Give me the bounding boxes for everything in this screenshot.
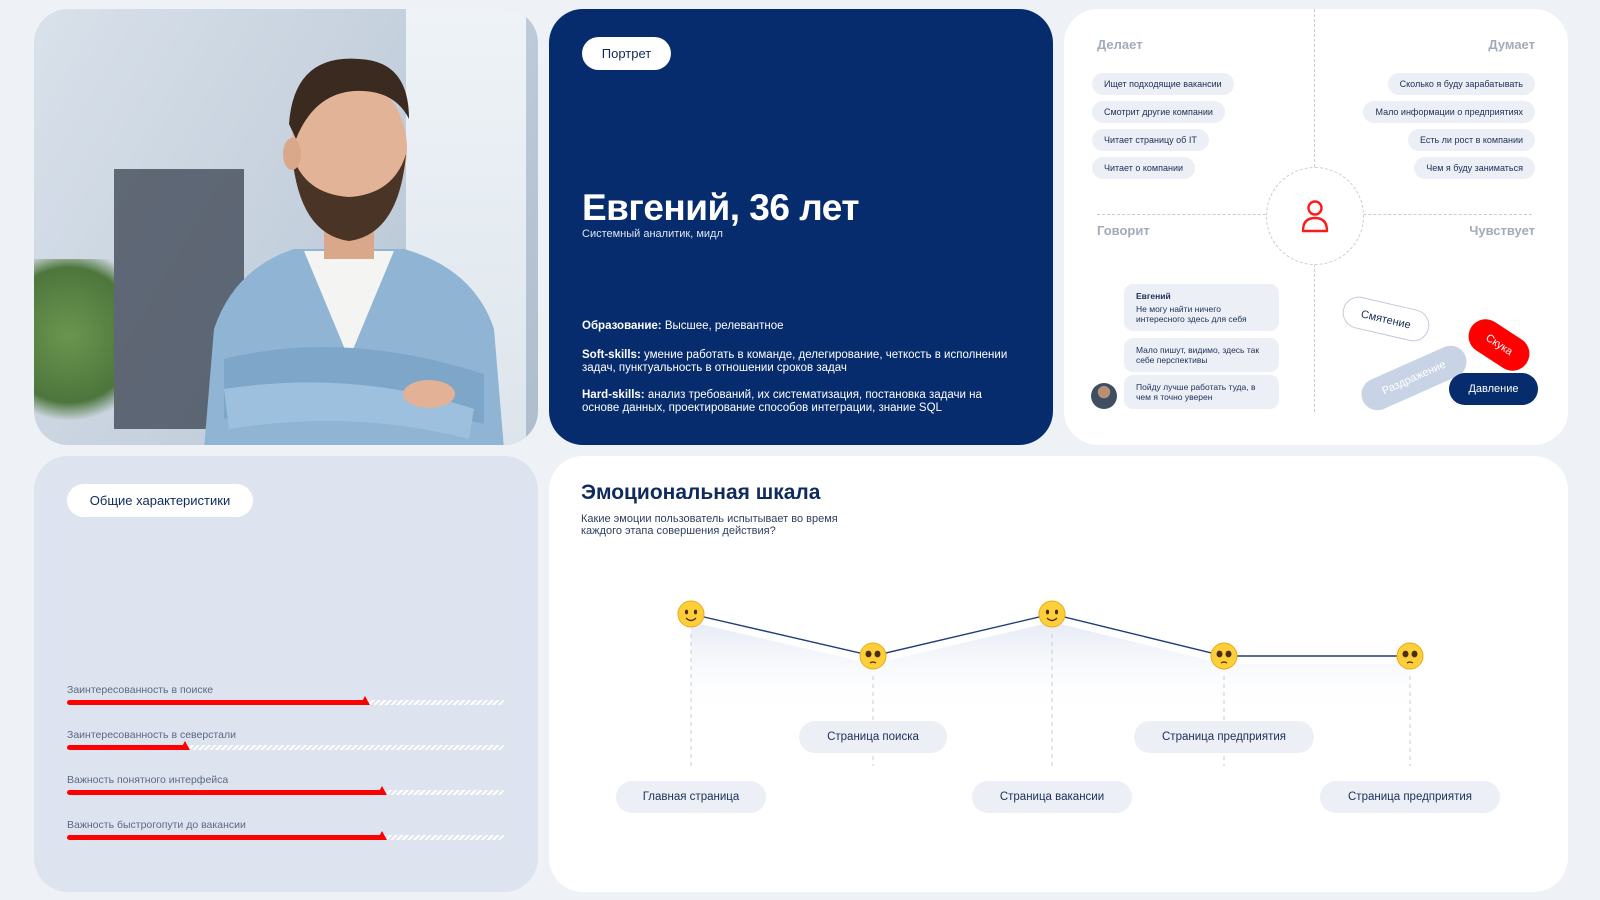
education-info <box>582 320 1012 333</box>
says-text: Мало пишут, видимо, здесь так себе перспективы <box>1136 345 1260 365</box>
thinks-item: Чем я буду заниматься <box>1414 157 1535 179</box>
emoji-eye <box>875 651 881 658</box>
bar-thumb[interactable] <box>180 741 190 750</box>
stage-label: Главная страница <box>616 781 766 813</box>
bar-label: Важность понятного интерфейса <box>67 774 229 786</box>
does-item: Читает о компании <box>1092 157 1195 179</box>
sad-emoji-icon <box>1211 643 1237 669</box>
happy-emoji-icon <box>1039 601 1065 627</box>
soft-skills-label: Soft-skills: <box>582 349 641 361</box>
emoji-eye <box>866 651 872 658</box>
stage-label: Страница предприятия <box>1320 781 1500 813</box>
persona-name: Евгений, 36 лет <box>582 187 859 228</box>
scale-title: Эмоциональная шкала <box>581 481 821 504</box>
emotional-scale-card <box>549 456 1568 892</box>
empathy-map-card <box>1064 9 1568 445</box>
bar-label: Заинтересованность в поиске <box>67 684 214 696</box>
feeling-pressure: Давление <box>1449 373 1538 405</box>
bar-track <box>67 790 505 795</box>
education-value: Высшее, релевантное <box>661 320 784 332</box>
characteristics-card <box>34 456 538 892</box>
says-text: Не могу найти ничего интересного здесь для себя <box>1136 304 1247 324</box>
bar-track <box>67 700 505 705</box>
bar-thumb[interactable] <box>360 696 370 705</box>
stage-label: Страница поиска <box>799 721 947 753</box>
does-item: Ищет подходящие вакансии <box>1092 73 1234 95</box>
emoji-eye <box>1226 651 1232 658</box>
user-icon-circle <box>1266 167 1364 265</box>
curve-shade <box>691 622 1410 716</box>
emoji-eye <box>1403 651 1409 658</box>
bar-fill <box>67 745 185 750</box>
bar-fill <box>67 835 382 840</box>
scale-subtitle: Какие эмоции пользователь испытывает во время каждого этапа совершения действия? <box>581 513 838 537</box>
does-item: Смотрит другие компании <box>1092 101 1225 123</box>
emoji-eye <box>1046 610 1049 615</box>
education-label: Образование: <box>582 320 662 332</box>
thinks-item: Есть ли рост в компании <box>1408 129 1535 151</box>
soft-skills-value: умение работать в команде, делегирование, четкость в исполнении задач, пунктуальность в отношении сроков задач <box>582 349 1008 374</box>
says-bubble <box>1124 338 1279 372</box>
soft-skills-info <box>582 349 1012 375</box>
person-illustration <box>184 29 514 445</box>
feels-label: Чувствует <box>1469 223 1535 238</box>
feeling-irritation: Раздражение <box>1356 341 1471 416</box>
emotion-curve <box>549 456 1568 892</box>
avatar <box>1091 383 1117 409</box>
background-plant <box>34 259 114 445</box>
sad-emoji-icon <box>1397 643 1423 669</box>
user-icon <box>1300 199 1330 233</box>
does-label: Делает <box>1097 37 1143 52</box>
portrait-tag: Портрет <box>582 37 671 70</box>
says-author: Евгений <box>1136 291 1171 301</box>
says-text: Пойду лучше работать туда, в чем я точно уверен <box>1136 382 1256 402</box>
bar-fill <box>67 700 365 705</box>
persona-photo <box>34 9 538 445</box>
emoji-eye <box>1055 610 1058 615</box>
persona-role: Системный аналитик, мидл <box>582 228 723 240</box>
emoji-eye <box>685 610 688 615</box>
bar-thumb[interactable] <box>377 786 387 795</box>
does-item: Читает страницу об IT <box>1092 129 1209 151</box>
emoji-eye <box>1412 651 1418 658</box>
bar-thumb[interactable] <box>377 831 387 840</box>
emoji-eye <box>694 610 697 615</box>
thinks-item: Сколько я буду зарабатывать <box>1388 73 1535 95</box>
hard-skills-info <box>582 389 1012 415</box>
thinks-item: Мало информации о предприятиях <box>1363 101 1535 123</box>
bar-label: Важность быстрогопути до вакансии <box>67 819 246 831</box>
stage-label: Страница вакансии <box>972 781 1132 813</box>
sad-emoji-icon <box>860 643 886 669</box>
thinks-label: Думает <box>1488 37 1535 52</box>
bar-label: Заинтересованность в северстали <box>67 729 236 741</box>
stage-label: Страница предприятия <box>1134 721 1314 753</box>
hard-skills-label: Hard-skills: <box>582 389 645 401</box>
says-bubble <box>1124 375 1279 409</box>
feeling-boredom: Скука <box>1462 313 1536 377</box>
happy-emoji-icon <box>678 601 704 627</box>
characteristics-tag: Общие характеристики <box>67 484 253 517</box>
bar-track <box>67 745 505 750</box>
hard-skills-value: анализ требований, их систематизация, постановка задачи на основе данных, проектирование способов интеграции, знание SQL <box>582 389 982 414</box>
emoji-eye <box>1217 651 1223 658</box>
bar-fill <box>67 790 382 795</box>
portrait-card <box>549 9 1053 445</box>
bar-track <box>67 835 505 840</box>
says-label: Говорит <box>1097 223 1150 238</box>
says-bubble <box>1124 284 1279 331</box>
feeling-confusion: Смятение <box>1340 294 1433 345</box>
